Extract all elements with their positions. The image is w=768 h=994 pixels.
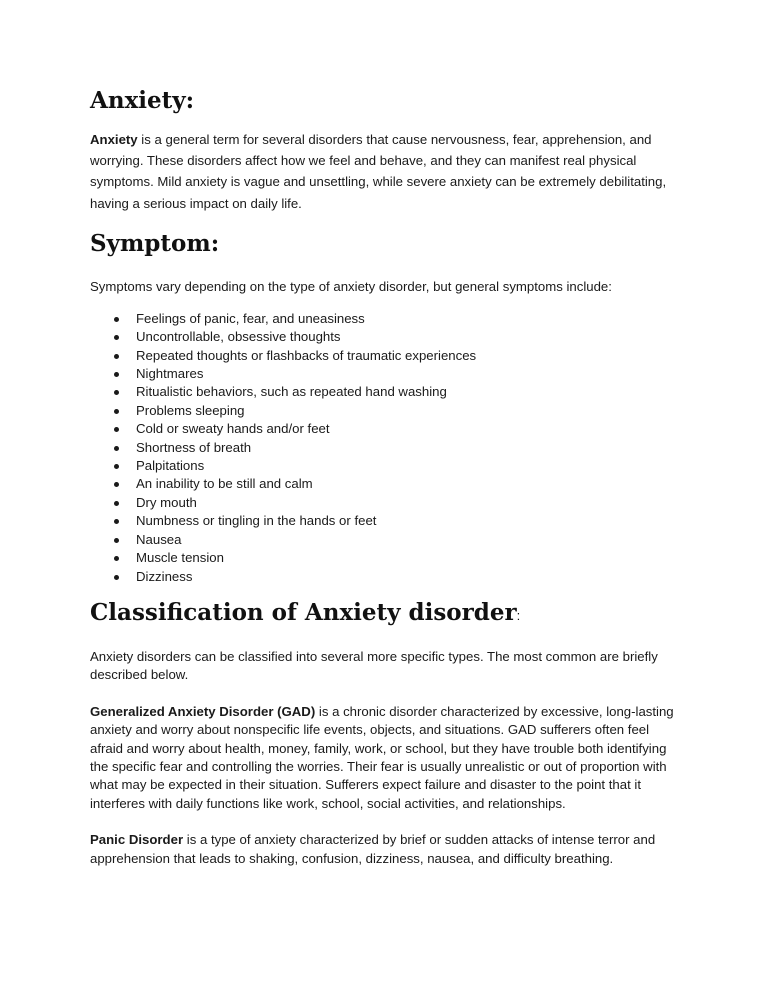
symptom-text: Dry mouth xyxy=(136,494,197,510)
panic-paragraph xyxy=(90,831,682,868)
symptom-text: Palpitations xyxy=(136,458,205,474)
gad-text: is a chronic disorder characterized by excessive, long-lasting anxiety and worry about nonspecific life events, objects, and situations. GAD sufferers often feel afraid and worry about health, money, family, work, or school, but they have trouble both identifying the specific fear and controlling the worries. Their fear is usually unrealistic or out of proportion with what may be expected in their situation. Sufferers expect failure and disaster to the point that it interferes with daily functions like work, school, social activities, and relationships. xyxy=(90,703,674,811)
symptom-text: An inability to be still and calm xyxy=(136,476,313,492)
anxiety-paragraph xyxy=(90,129,682,214)
panic-text: is a type of anxiety characterized by brief or sudden attacks of intense terror and apprehension that leads to shaking, confusion, dizziness, nausea, and difficulty breathing. xyxy=(90,832,656,866)
symptom-list-item xyxy=(114,531,682,549)
symptom-text: Cold or sweaty hands and/or feet xyxy=(136,421,330,437)
symptom-text: Muscle tension xyxy=(136,550,224,566)
symptom-heading: Symptom: xyxy=(90,229,220,257)
classification-heading-text: Classification of Anxiety disorder xyxy=(90,598,517,626)
symptom-list-item xyxy=(114,402,682,420)
bullet-icon xyxy=(114,575,119,580)
symptom-text: Ritualistic behaviors, such as repeated hand washing xyxy=(136,384,447,400)
bullet-icon xyxy=(114,390,119,395)
bullet-icon xyxy=(114,519,119,524)
classification-lead: Anxiety disorders can be classified into several more specific types. The most common are briefly described below. xyxy=(90,648,658,683)
symptom-list-item xyxy=(114,512,682,530)
symptom-list-item xyxy=(114,383,682,401)
symptom-list-item xyxy=(114,347,682,365)
gad-paragraph xyxy=(90,703,682,813)
anxiety-term: Anxiety xyxy=(90,132,138,147)
bullet-icon xyxy=(114,482,119,487)
bullet-icon xyxy=(114,427,119,432)
symptom-text: Problems sleeping xyxy=(136,402,245,418)
classification-heading-colon: : xyxy=(516,607,521,623)
bullet-icon xyxy=(114,538,119,543)
symptom-text: Repeated thoughts or flashbacks of traumatic experiences xyxy=(136,347,477,363)
symptom-list-item xyxy=(114,420,682,438)
gad-term: Generalized Anxiety Disorder (GAD) xyxy=(90,703,316,719)
symptom-list-item xyxy=(114,494,682,512)
symptom-list-item xyxy=(114,568,682,586)
bullet-icon xyxy=(114,317,119,322)
anxiety-heading: Anxiety: xyxy=(90,87,195,114)
symptom-text: Dizziness xyxy=(136,568,193,584)
symptom-text: Uncontrollable, obsessive thoughts xyxy=(136,329,341,345)
symptom-text: Nightmares xyxy=(136,366,204,382)
symptom-list-item xyxy=(114,457,682,475)
symptom-list-item xyxy=(114,310,682,328)
symptom-text: Shortness of breath xyxy=(136,439,252,455)
symptom-list-item xyxy=(114,365,682,383)
symptom-list xyxy=(90,310,682,586)
symptom-text: Nausea xyxy=(136,531,182,547)
bullet-icon xyxy=(114,354,119,359)
panic-term: Panic Disorder xyxy=(90,832,184,848)
classification-heading xyxy=(90,598,682,631)
bullet-icon xyxy=(114,446,119,451)
bullet-icon xyxy=(114,409,119,414)
symptom-text: Numbness or tingling in the hands or feet xyxy=(136,513,377,529)
bullet-icon xyxy=(114,464,119,469)
symptom-list-item xyxy=(114,475,682,493)
anxiety-text: is a general term for several disorders that cause nervousness, fear, apprehension, and worrying. These disorders affect how we feel and behave, and they can manifest real physical symptoms. Mild anxiety is vague and unsettling, while severe anxiety can be extremely debilitating, having a serious impact on daily life. xyxy=(90,132,667,211)
symptom-list-item xyxy=(114,549,682,567)
symptom-text: Feelings of panic, fear, and uneasiness xyxy=(136,310,365,326)
bullet-icon xyxy=(114,556,119,561)
symptom-list-item xyxy=(114,439,682,457)
symptom-list-item xyxy=(114,328,682,346)
bullet-icon xyxy=(114,372,119,377)
symptom-lead: Symptoms vary depending on the type of anxiety disorder, but general symptoms include: xyxy=(90,278,612,294)
bullet-icon xyxy=(114,335,119,340)
bullet-icon xyxy=(114,501,119,506)
